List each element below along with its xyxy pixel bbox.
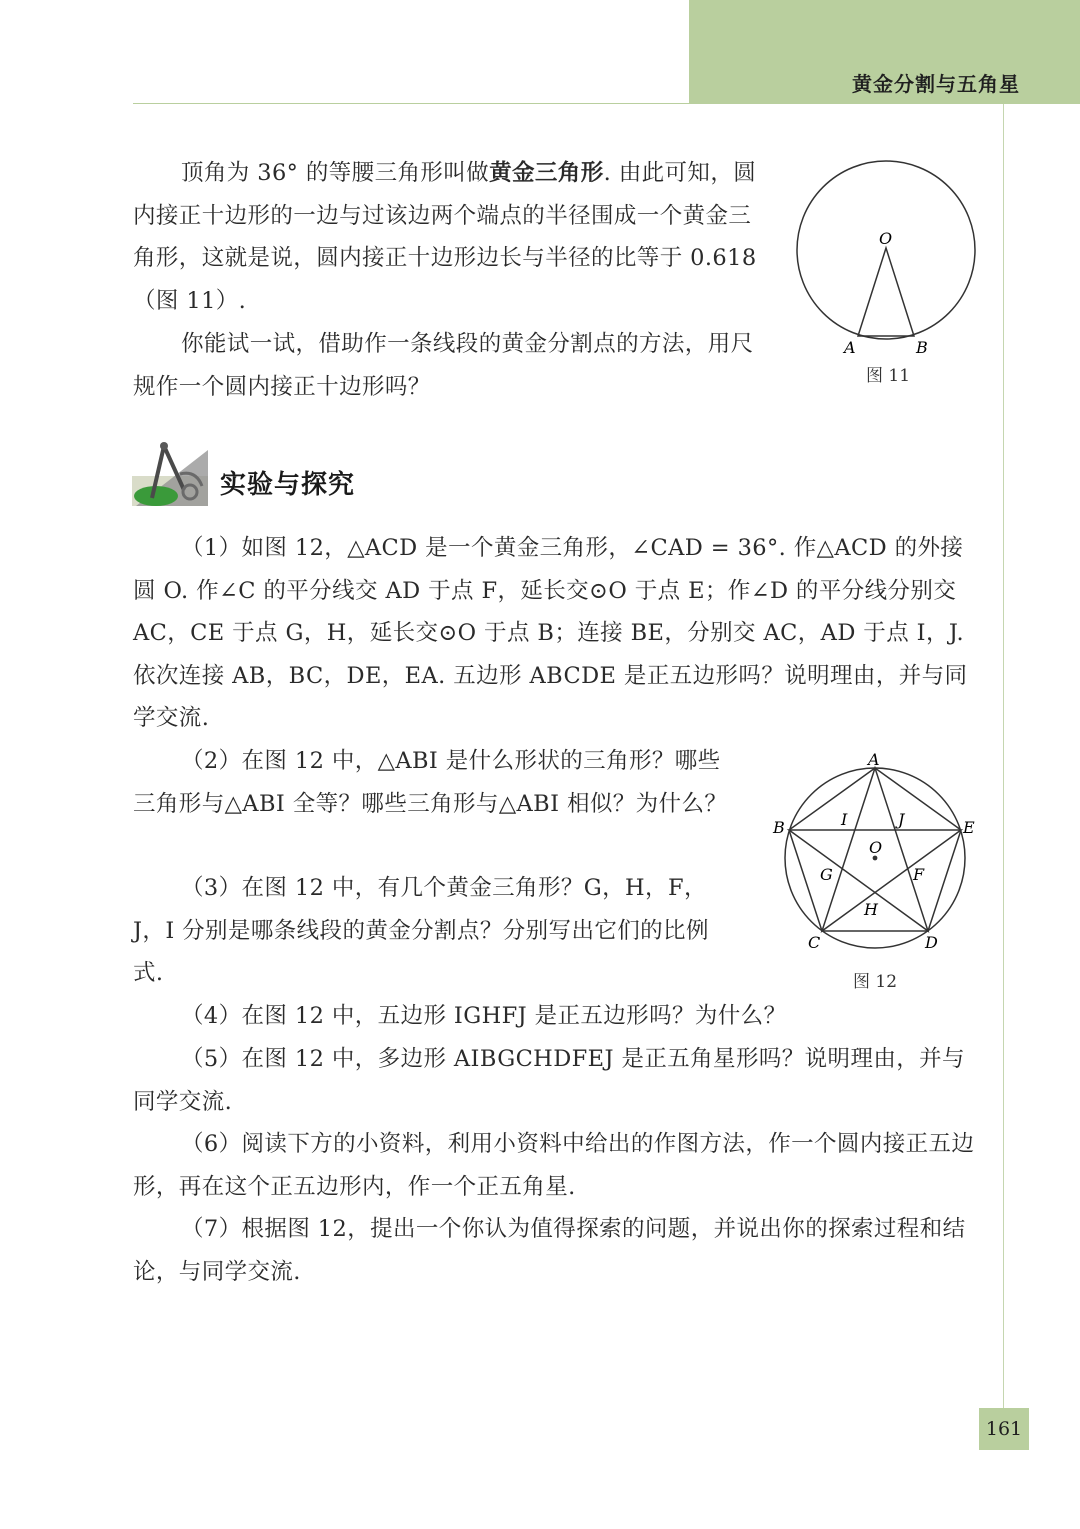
- fig12-label-c: C: [808, 933, 821, 952]
- question-1: （1）如图 12，△ACD 是一个黄金三角形，∠CAD = 36°. 作△ACD 的外接圆 O. 作∠C 的平分线交 AD 于点 F，延长交⊙O 于点 E；作∠D 的平分线分别交 AC，CE 于点 G，H，延长交⊙O 于点 B；连接 BE，分别交 AC，AD 于点 I，J. 依次连接 AB，BC，DE，EA. 五边形 ABCDE 是正五边形吗？说明理由，并与同学交流.: [133, 535, 968, 731]
- header-rule: [133, 103, 689, 104]
- fig12-label-b: B: [773, 818, 785, 837]
- figure-12-caption: 图 12: [853, 972, 898, 992]
- figure-11-caption: 图 11: [866, 366, 911, 386]
- intro-paragraph-1: [133, 152, 763, 322]
- fig12-label-a: A: [868, 750, 880, 769]
- question-5: （5）在图 12 中，多边形 AIBGCHDFEJ 是正五角星形吗？说明理由，并与同学交流.: [133, 1046, 965, 1115]
- question-6: （6）阅读下方的小资料，利用小资料中给出的作图方法，作一个圆内接正五边形，再在这个正五边形内，作一个正五角星.: [133, 1131, 975, 1200]
- question-2: （2）在图 12 中，△ABI 是什么形状的三角形？哪些三角形与△ABI 全等？哪些三角形与△ABI 相似？为什么？: [133, 748, 728, 817]
- fig11-golden-triangle: [858, 248, 914, 336]
- fig11-label-b: B: [916, 338, 928, 357]
- figure-12: [770, 745, 980, 960]
- fig12-label-d: D: [925, 933, 938, 952]
- page-number: 161: [979, 1408, 1029, 1450]
- compass-protractor-icon: [130, 440, 212, 510]
- fig11-label-o: O: [879, 229, 893, 248]
- intro-text-before: 顶角为 36° 的等腰三角形叫做: [181, 160, 490, 186]
- fig12-label-h: H: [864, 900, 878, 919]
- question-4: （4）在图 12 中，五边形 IGHFJ 是正五边形吗？为什么？: [181, 1003, 787, 1029]
- golden-triangle-term: 黄金三角形: [489, 160, 604, 186]
- fig12-label-i: I: [841, 810, 848, 829]
- fig12-label-g: G: [820, 865, 833, 884]
- fig11-label-a: A: [844, 338, 856, 357]
- question-3: （3）在图 12 中，有几个黄金三角形？G，H，F，J，I 分别是哪条线段的黄金分割点？分别写出它们的比例式.: [133, 875, 709, 986]
- intro-text-after: . 由此可知，圆内接正十边形的一边与过该边两个端点的半径围成一个黄金三角形，这就是说，圆内接正十边形边长与半径的比等于 0.618（图 11）.: [133, 160, 757, 314]
- question-7: （7）根据图 12，提出一个你认为值得探索的问题，并说出你的探索过程和结论，与同学交流.: [133, 1216, 966, 1285]
- intro-paragraph-2: 你能试一试，借助作一条线段的黄金分割点的方法，用尺规作一个圆内接正十边形吗？: [133, 331, 754, 400]
- figure-11: [790, 160, 985, 360]
- chapter-title: 黄金分割与五角星: [852, 72, 1020, 96]
- section-heading: [130, 440, 430, 510]
- fig12-label-j: J: [898, 810, 905, 829]
- margin-rule: [1003, 104, 1004, 1410]
- fig12-label-e: E: [963, 818, 975, 837]
- header-tab: [689, 0, 1080, 104]
- fig12-label-o: O: [869, 838, 883, 857]
- section-title: 实验与探究: [220, 470, 356, 500]
- fig12-label-f: F: [913, 865, 925, 884]
